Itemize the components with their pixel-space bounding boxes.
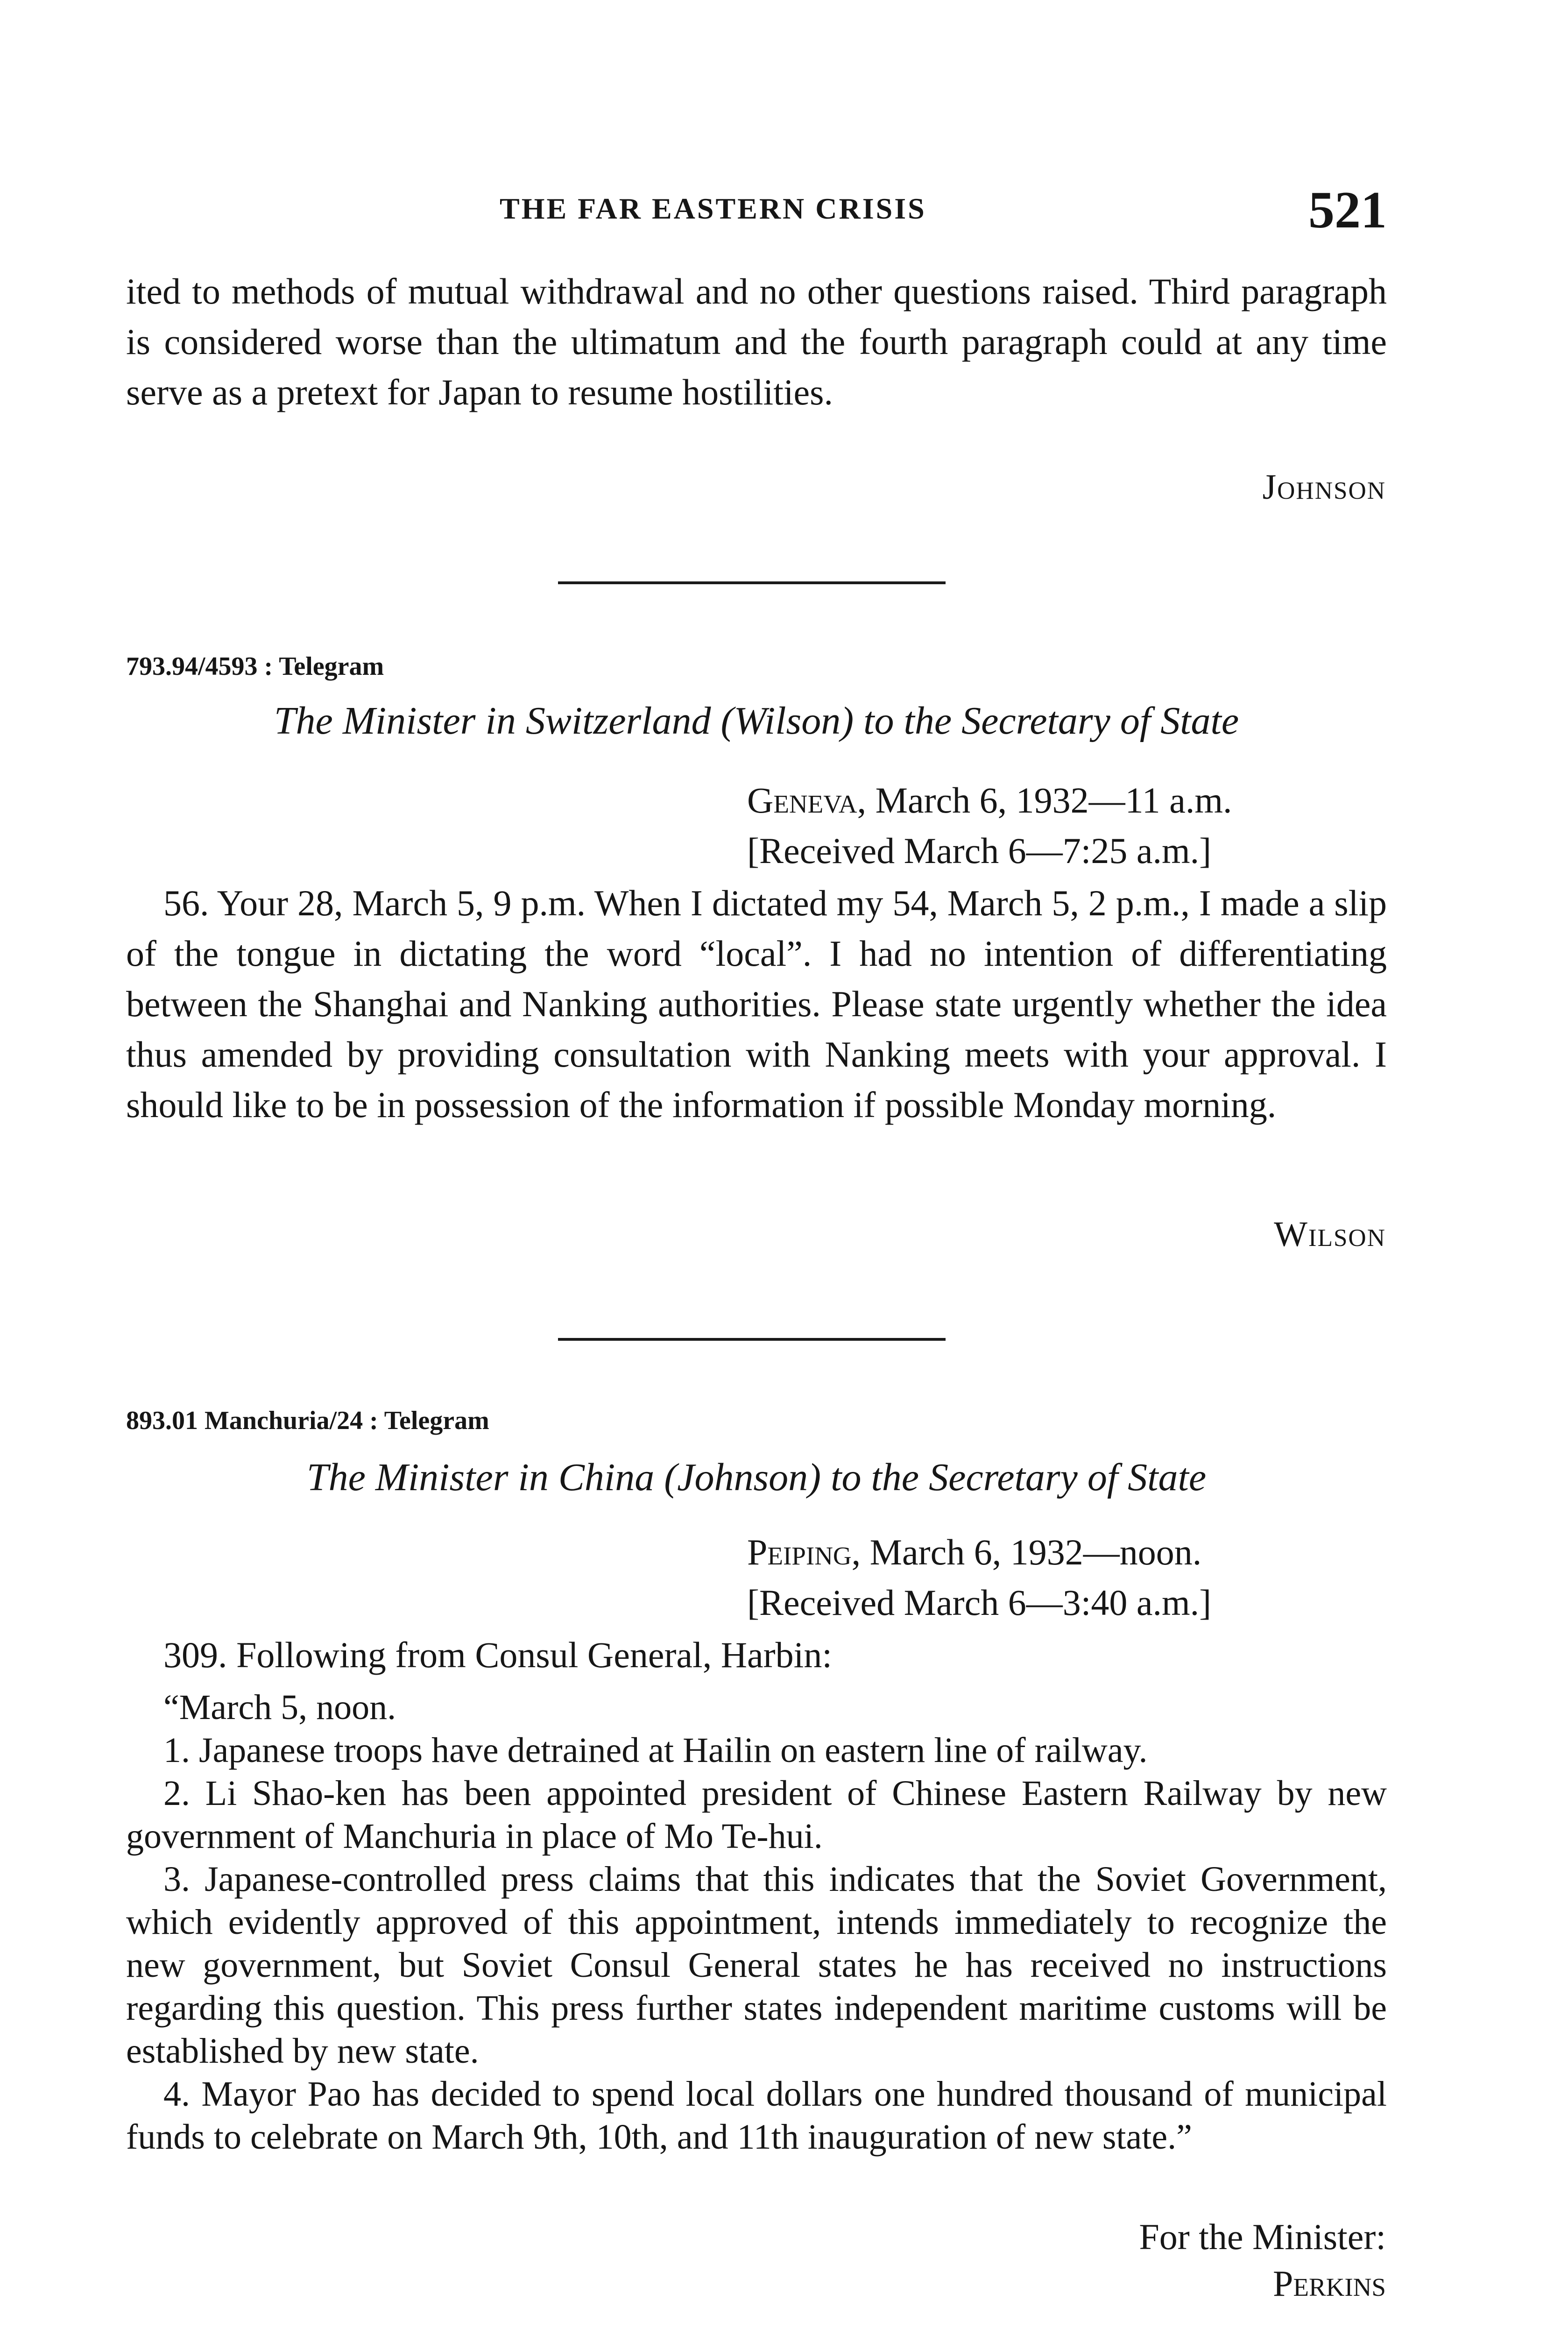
dateline [747,775,1387,876]
place-name: Peiping, [747,1532,861,1572]
document-title: The Minister in Switzerland (Wilson) to the Secretary of State [274,699,1239,743]
document-title: The Minister in China (Johnson) to the Secretary of State [306,1456,1207,1499]
telegram-body: 56. Your 28, March 5, 9 p.m. When I dictated my 54, March 5, 2 p.m., I made a slip of the tongue in dictating the word “local”. I had no intention of differentiating between the Shanghai and Nanking authorities. Please state urgently whether the idea thus amended by providing consultation with Nanking meets with your approval. I should like to be in possession of the information if possible Monday morning. [126,883,1387,1125]
signature-perkins: Perkins [1272,2263,1386,2304]
page-header [126,181,1387,243]
signature-johnson: Johnson [1262,467,1386,507]
running-title: THE FAR EASTERN CRISIS [500,192,926,225]
numbered-item: 1. Japanese troops have detrained at Hailin on eastern line of railway. [163,1731,1148,1770]
section-divider [558,1338,946,1341]
place-name: Geneva, [747,780,867,821]
file-code: 793.94/4593 : Telegram [126,652,384,681]
telegram-intro: 309. Following from Consul General, Harbin: [163,1634,832,1675]
continuation-paragraph: ited to methods of mutual withdrawal and no other questions raised. Third paragraph is considered worse than the ultimatum and the fourth paragraph could at any time serve as a pretext for Japan to resume hostilities. [126,271,1387,412]
closing-block [1139,2214,1386,2307]
section-divider [558,581,946,584]
date-received: [Received March 6—3:40 a.m.] [747,1582,1212,1623]
numbered-item: 2. Li Shao-ken has been appointed president of Chinese Eastern Railway by new government of Manchuria in place of Mo Te-hui. [126,1774,1387,1856]
date-text: March 6, 1932—11 a.m. [875,780,1232,821]
signature-wilson: Wilson [1274,1215,1386,1254]
numbered-item: 4. Mayor Pao has decided to spend local dollars one hundred thousand of municipal funds to celebrate on March 9th, 10th, and 11th inauguration of new state.” [126,2074,1387,2157]
page-number: 521 [1308,181,1387,239]
quoted-telegram [126,1686,1387,2158]
closing-line: For the Minister: [1139,2216,1386,2257]
date-sent [747,1527,1387,1578]
file-code: 893.01 Manchuria/24 : Telegram [126,1406,489,1435]
numbered-item: 3. Japanese-controlled press claims that this indicates that the Soviet Government, which evidently approved of this appointment, intends immediately to recognize the new government, but Soviet Consul General states he has received no instructions regarding this question. This press further states independent maritime customs will be established by new state. [126,1860,1387,2071]
date-received: [Received March 6—7:25 a.m.] [747,830,1212,871]
date-text: March 6, 1932—noon. [869,1532,1202,1572]
dateline [747,1527,1387,1628]
quote-dateline: “March 5, noon. [163,1688,396,1727]
date-sent [747,775,1387,826]
